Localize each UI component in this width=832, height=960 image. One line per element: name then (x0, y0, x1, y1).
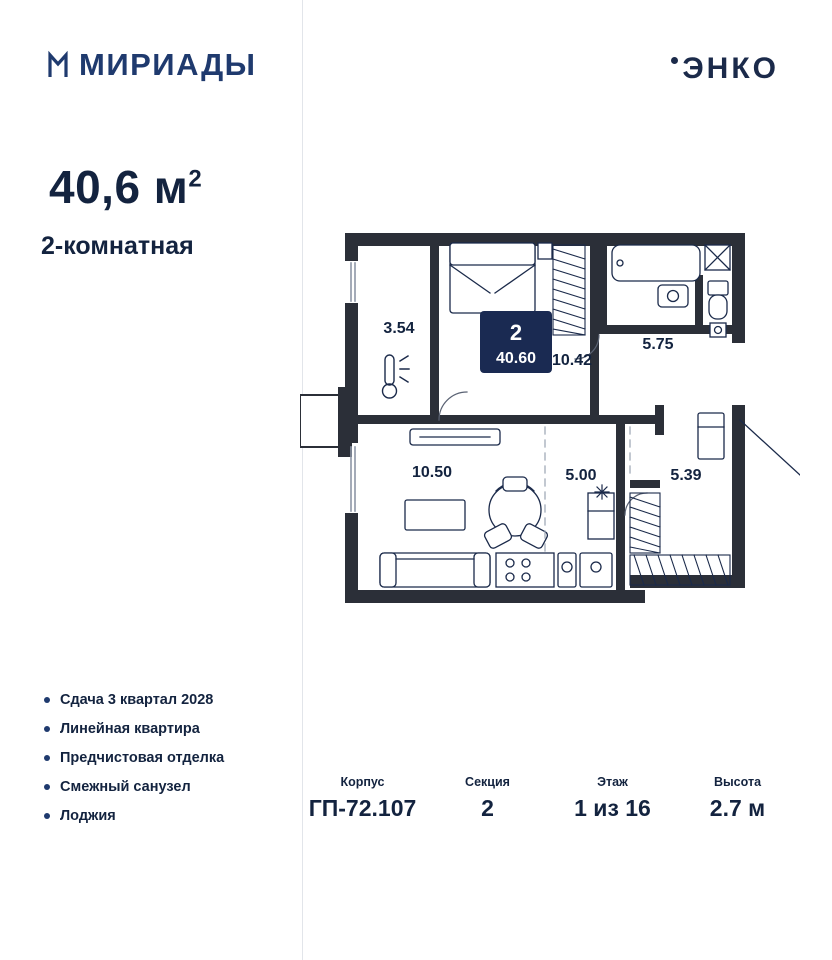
developer-logo (671, 52, 779, 86)
fact-value: ГП-72.107 (308, 795, 417, 821)
fact-value: 1 из 16 (574, 795, 651, 821)
fact-label: Высота (713, 775, 762, 789)
feature-label: Линейная квартира (60, 721, 200, 737)
fact-label: Корпус (340, 775, 385, 789)
light-icon (595, 485, 609, 499)
room-label-loggia: 5.39 (670, 467, 702, 484)
rooms-subtitle: 2-комнатная (41, 232, 194, 260)
bullet-icon (44, 813, 50, 819)
room-label-kitchen: 5.00 (565, 467, 597, 484)
floorplan-drawing (300, 215, 800, 645)
facts-row (300, 775, 800, 822)
room-label-bedroom: 10.42 (551, 352, 593, 369)
list-item (44, 721, 284, 737)
area-value: 40,6 м (49, 161, 189, 213)
list-item (44, 808, 284, 824)
list-item (44, 750, 284, 766)
feature-label: Смежный санузел (60, 779, 191, 795)
fact-label: Этаж (597, 775, 628, 789)
bullet-icon (44, 784, 50, 790)
bullet-icon (44, 697, 50, 703)
fact-building (300, 775, 425, 822)
fact-height (675, 775, 800, 822)
bullet-icon (44, 755, 50, 761)
brand-name: МИРИАДЫ (79, 47, 257, 82)
feature-label: Лоджия (60, 808, 116, 824)
fact-value: 2.7 м (709, 795, 766, 821)
developer-logo-text: ЭНКО (682, 52, 779, 85)
list-item (44, 779, 284, 795)
badge-area: 40.60 (495, 350, 537, 367)
area-unit-superscript: 2 (188, 165, 203, 193)
bullet-icon (44, 726, 50, 732)
list-item (44, 692, 284, 708)
feature-label: Предчистовая отделка (60, 750, 225, 766)
thermometer-icon (383, 355, 410, 398)
room-label-bathroom: 5.75 (642, 336, 674, 353)
badge-rooms: 2 (509, 320, 523, 345)
page-title (49, 160, 202, 214)
room-label-living-room: 10.50 (411, 464, 453, 481)
brand-mark-icon (47, 50, 69, 80)
fact-floor (550, 775, 675, 822)
fact-section (425, 775, 550, 822)
features-list (44, 692, 284, 837)
brand-logo (47, 47, 257, 83)
room-label-hallway-small: 3.54 (383, 320, 415, 337)
feature-label: Сдача 3 квартал 2028 (60, 692, 214, 708)
fact-label: Секция (465, 775, 510, 789)
fact-value: 2 (481, 795, 494, 821)
logo-dot-icon (671, 57, 678, 64)
